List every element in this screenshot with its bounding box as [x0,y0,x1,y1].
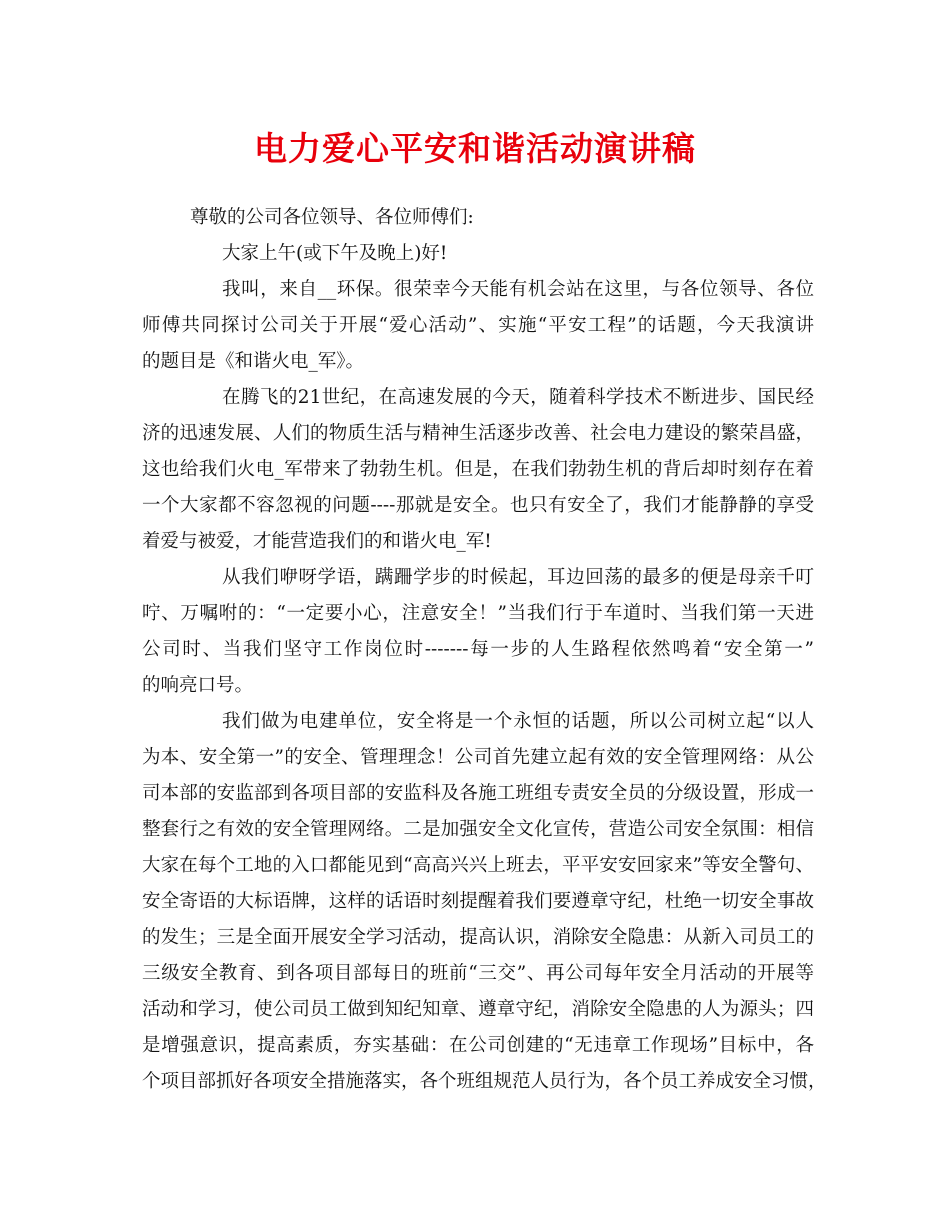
paragraph-line: 公司时、当我们坚守工作岗位时-------每一步的人生路程依然鸣着“安全第一” [142,639,814,660]
paragraph-line: 着爱与被爱，才能营造我们的和谐火电_军! [142,531,492,552]
paragraph-line: 的题目是《和谐火电_军》。 [142,351,365,372]
paragraph-line: 整套行之有效的安全管理网络。二是加强安全文化宣传，营造公司安全氛围：相信 [142,819,814,840]
paragraph-line: 个项目部抓好各项安全措施落实，各个班组规范人员行为，各个员工养成安全习惯， [142,1071,827,1092]
paragraph-line: 的响亮口号。 [142,675,254,696]
paragraph-line: 济的迅速发展、人们的物质生活与精神生活逐步改善、社会电力建设的繁荣昌盛， [142,423,814,444]
paragraph-line: 为本、安全第一”的安全、管理理念！公司首先建立起有效的安全管理网络：从公 [142,747,814,768]
paragraph-line: 活动和学习，使公司员工做到知纪知章、遵章守纪，消除安全隐患的人为源头；四 [142,999,814,1020]
paragraph-line: 的发生；三是全面开展安全学习活动，提高认识，消除安全隐患：从新入司员工的 [142,927,814,948]
salutation-line: 尊敬的公司各位领导、各位师傅们: [190,207,474,228]
document-title: 电力爱心平安和谐活动演讲稿 [254,129,696,168]
paragraph-line: 安全寄语的大标语牌，这样的话语时刻提醒着我们要遵章守纪，杜绝一切安全事故 [142,891,814,912]
greeting-line: 大家上午(或下午及晚上)好! [222,243,448,264]
paragraph-line: 从我们咿呀学语，蹒跚学步的时候起，耳边回荡的最多的便是母亲千叮 [222,567,814,588]
paragraph-line: 师傅共同探讨公司关于开展“爱心活动”、实施“平安工程”的话题，今天我演讲 [142,315,814,336]
paragraph-line: 我叫，来自__环保。很荣幸今天能有机会站在这里，与各位领导、各位 [222,279,814,300]
paragraph-line: 司本部的安监部到各项目部的安监科及各施工班组专责安全员的分级设置，形成一 [142,783,814,804]
paragraph-line: 我们做为电建单位，安全将是一个永恒的话题，所以公司树立起“以人 [222,711,814,732]
paragraph-line: 大家在每个工地的入口都能见到“高高兴兴上班去，平平安安回家来”等安全警句、 [142,855,814,876]
paragraph-line: 这也给我们火电_军带来了勃勃生机。但是，在我们勃勃生机的背后却时刻存在着 [142,459,814,480]
paragraph-line: 三级安全教育、到各项目部每日的班前“三交”、再公司每年安全月活动的开展等 [142,963,814,984]
paragraph-line: 咛、万嘱咐的：“一定要小心，注意安全！”当我们行于车道时、当我们第一天进 [142,603,814,624]
paragraph-line: 是增强意识，提高素质，夯实基础：在公司创建的“无违章工作现场”目标中，各 [142,1035,814,1056]
paragraph-line: 在腾飞的21世纪，在高速发展的今天，随着科学技术不断进步、国民经 [222,387,814,408]
paragraph-line: 一个大家都不容忽视的问题----那就是安全。也只有安全了，我们才能静静的享受 [142,495,814,516]
